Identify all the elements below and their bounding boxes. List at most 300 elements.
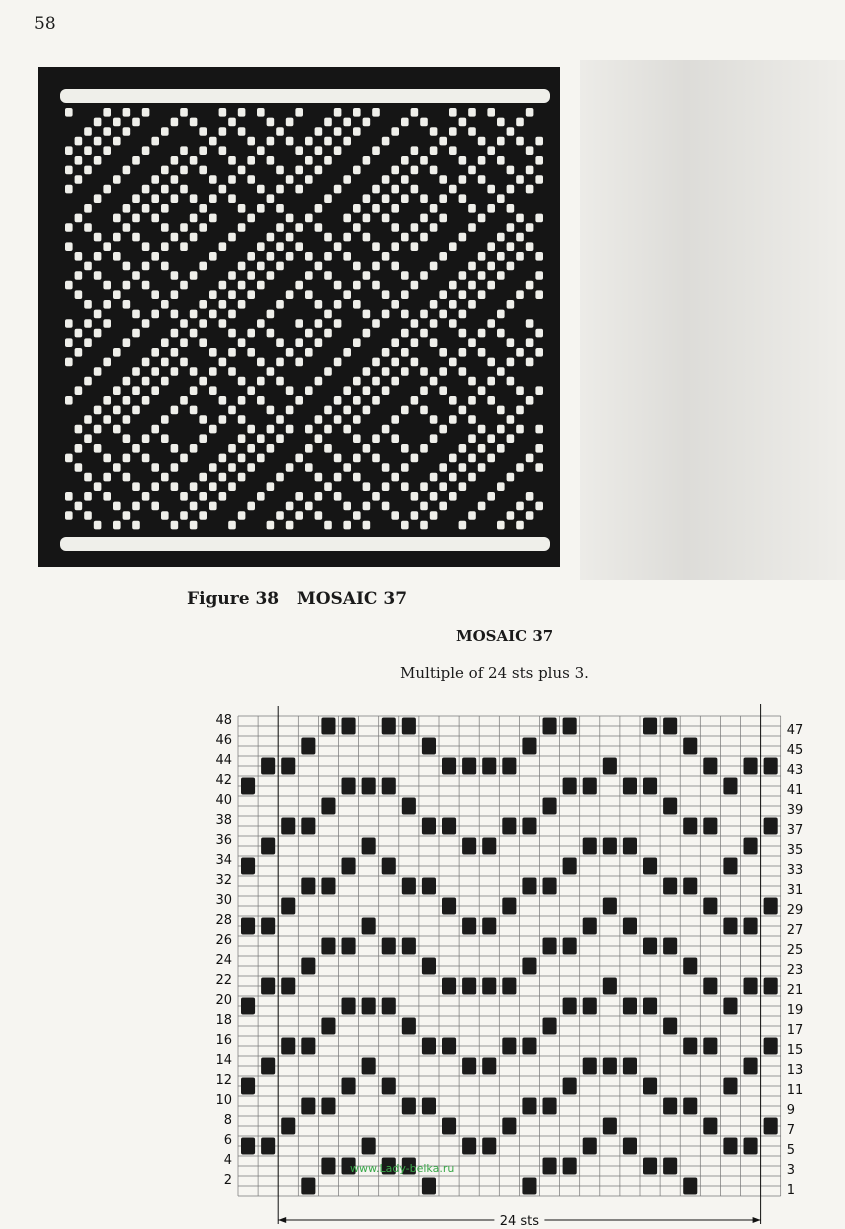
yarn-stitch — [391, 223, 399, 232]
yarn-stitch — [276, 377, 284, 386]
yarn-stitch — [142, 281, 150, 290]
yarn-stitch — [343, 118, 351, 127]
yarn-stitch — [353, 415, 361, 424]
yarn-stitch — [459, 482, 467, 491]
yarn-stitch — [75, 386, 83, 395]
yarn-stitch — [420, 482, 428, 491]
yarn-stitch — [257, 492, 265, 501]
yarn-stitch — [401, 329, 409, 338]
chart-cell — [241, 858, 255, 875]
yarn-stitch — [516, 502, 524, 511]
yarn-stitch — [401, 175, 409, 184]
yarn-stitch — [516, 118, 524, 127]
yarn-stitch — [276, 511, 284, 520]
yarn-stitch — [219, 473, 227, 482]
yarn-stitch — [401, 463, 409, 472]
yarn-stitch — [65, 396, 73, 405]
yarn-stitch — [228, 290, 236, 299]
chart-cell — [522, 958, 536, 975]
yarn-stitch — [276, 473, 284, 482]
yarn-stitch — [132, 329, 140, 338]
yarn-stitch — [343, 252, 351, 261]
yarn-stitch — [238, 223, 246, 232]
chart-cell — [623, 1138, 637, 1155]
row-label-right: 17 — [786, 1023, 804, 1038]
yarn-stitch — [526, 146, 534, 155]
row-label-right: 43 — [786, 763, 804, 778]
yarn-stitch — [75, 175, 83, 184]
yarn-stitch — [516, 175, 524, 184]
yarn-stitch — [459, 348, 467, 357]
row-label-left: 32 — [215, 873, 232, 888]
yarn-stitch — [315, 473, 323, 482]
yarn-stitch — [199, 338, 207, 347]
yarn-stitch — [507, 338, 515, 347]
yarn-stitch — [535, 386, 543, 395]
yarn-stitch — [94, 118, 102, 127]
yarn-stitch — [507, 223, 515, 232]
yarn-stitch — [305, 290, 313, 299]
yarn-stitch — [180, 492, 188, 501]
chart-cell — [764, 818, 778, 835]
yarn-stitch — [123, 338, 131, 347]
yarn-stitch — [401, 118, 409, 127]
yarn-stitch — [526, 281, 534, 290]
chart-cell — [643, 1078, 657, 1095]
chart-cell — [301, 1038, 315, 1055]
yarn-stitch — [228, 175, 236, 184]
yarn-stitch — [180, 319, 188, 328]
yarn-stitch — [468, 204, 476, 213]
yarn-stitch — [219, 396, 227, 405]
yarn-stitch — [353, 338, 361, 347]
yarn-stitch — [535, 290, 543, 299]
yarn-stitch — [103, 281, 111, 290]
yarn-stitch — [142, 262, 150, 271]
yarn-stitch — [228, 233, 236, 242]
yarn-stitch — [401, 156, 409, 165]
yarn-stitch — [411, 358, 419, 367]
yarn-stitch — [65, 185, 73, 194]
yarn-stitch — [439, 463, 447, 472]
yarn-stitch — [238, 454, 246, 463]
yarn-stitch — [190, 502, 198, 511]
yarn-stitch — [180, 396, 188, 405]
chart-cell — [321, 938, 335, 955]
yarn-stitch — [401, 310, 409, 319]
yarn-stitch — [372, 377, 380, 386]
yarn-stitch — [219, 415, 227, 424]
yarn-stitch — [113, 214, 121, 223]
yarn-stitch — [324, 156, 332, 165]
chart-cell — [683, 738, 697, 755]
yarn-stitch — [199, 415, 207, 424]
yarn-stitch — [468, 454, 476, 463]
yarn-stitch — [478, 348, 486, 357]
yarn-stitch — [372, 454, 380, 463]
chart-cell — [643, 1158, 657, 1175]
yarn-stitch — [161, 511, 169, 520]
yarn-stitch — [343, 406, 351, 415]
row-label-left: 20 — [215, 993, 232, 1008]
chart-cell — [543, 718, 557, 735]
yarn-stitch — [324, 118, 332, 127]
yarn-stitch — [343, 386, 351, 395]
yarn-stitch — [228, 310, 236, 319]
yarn-stitch — [103, 473, 111, 482]
chart-cell — [543, 1098, 557, 1115]
row-label-right: 9 — [786, 1103, 795, 1118]
yarn-stitch — [267, 310, 275, 319]
yarn-stitch — [286, 137, 294, 146]
yarn-stitch — [439, 348, 447, 357]
chart-cell — [663, 1018, 677, 1035]
yarn-stitch — [449, 492, 457, 501]
yarn-stitch — [343, 233, 351, 242]
yarn-stitch — [324, 137, 332, 146]
yarn-stitch — [439, 214, 447, 223]
yarn-stitch — [103, 358, 111, 367]
yarn-stitch — [478, 329, 486, 338]
yarn-stitch — [103, 396, 111, 405]
yarn-stitch — [65, 108, 73, 117]
figure-title: MOSAIC 37 — [296, 589, 408, 609]
yarn-stitch — [65, 166, 73, 175]
yarn-stitch — [286, 348, 294, 357]
yarn-stitch — [75, 444, 83, 453]
yarn-stitch — [103, 185, 111, 194]
yarn-stitch — [228, 367, 236, 376]
chart-cell — [301, 738, 315, 755]
yarn-stitch — [180, 166, 188, 175]
yarn-stitch — [267, 367, 275, 376]
yarn-stitch — [487, 242, 495, 251]
row-label-right: 1 — [786, 1183, 795, 1198]
yarn-stitch — [84, 146, 92, 155]
row-label-right: 31 — [786, 883, 804, 898]
yarn-stitch — [171, 118, 179, 127]
yarn-stitch — [276, 358, 284, 367]
yarn-stitch — [478, 463, 486, 472]
chart-cell — [402, 878, 416, 895]
yarn-stitch — [449, 146, 457, 155]
yarn-stitch — [238, 127, 246, 136]
yarn-stitch — [142, 108, 150, 117]
yarn-stitch — [305, 271, 313, 280]
yarn-stitch — [430, 204, 438, 213]
yarn-stitch — [276, 204, 284, 213]
chart-cell — [603, 898, 617, 915]
yarn-stitch — [84, 127, 92, 136]
yarn-stitch — [257, 204, 265, 213]
chart-cell — [663, 798, 677, 815]
chart-cell — [583, 1138, 597, 1155]
yarn-stitch — [247, 444, 255, 453]
row-label-right: 5 — [786, 1143, 795, 1158]
yarn-stitch — [190, 214, 198, 223]
yarn-stitch — [439, 425, 447, 434]
chart-cell — [402, 798, 416, 815]
yarn-stitch — [267, 329, 275, 338]
yarn-stitch — [219, 281, 227, 290]
yarn-stitch — [132, 444, 140, 453]
row-label-right: 13 — [786, 1063, 804, 1078]
yarn-stitch — [516, 463, 524, 472]
yarn-stitch — [324, 482, 332, 491]
chart-cell — [502, 758, 516, 775]
yarn-stitch — [334, 358, 342, 367]
yarn-stitch — [478, 386, 486, 395]
yarn-stitch — [228, 348, 236, 357]
row-label-right: 45 — [786, 743, 804, 758]
yarn-stitch — [84, 319, 92, 328]
yarn-stitch — [94, 482, 102, 491]
chart-cell — [261, 838, 275, 855]
yarn-stitch — [391, 204, 399, 213]
yarn-stitch — [305, 214, 313, 223]
yarn-stitch — [276, 338, 284, 347]
chart-cell — [301, 958, 315, 975]
yarn-stitch — [65, 454, 73, 463]
chart-cell — [522, 1098, 536, 1115]
yarn-stitch — [478, 444, 486, 453]
yarn-stitch — [199, 434, 207, 443]
yarn-stitch — [535, 348, 543, 357]
yarn-stitch — [247, 386, 255, 395]
repeat-label: 24 sts — [499, 1214, 540, 1229]
yarn-stitch — [190, 444, 198, 453]
yarn-stitch — [430, 262, 438, 271]
yarn-stitch — [411, 146, 419, 155]
chart-cell — [462, 758, 476, 775]
yarn-stitch — [132, 118, 140, 127]
chart-cell — [402, 1018, 416, 1035]
chart-cell — [301, 1178, 315, 1195]
yarn-stitch — [459, 329, 467, 338]
yarn-stitch — [420, 271, 428, 280]
yarn-stitch — [161, 358, 169, 367]
yarn-stitch — [535, 463, 543, 472]
yarn-stitch — [478, 137, 486, 146]
yarn-stitch — [267, 271, 275, 280]
yarn-stitch — [238, 166, 246, 175]
yarn-stitch — [199, 377, 207, 386]
yarn-stitch — [507, 300, 515, 309]
yarn-stitch — [257, 262, 265, 271]
yarn-stitch — [190, 233, 198, 242]
yarn-stitch — [103, 319, 111, 328]
yarn-stitch — [487, 281, 495, 290]
yarn-stitch — [65, 338, 73, 347]
yarn-stitch — [430, 434, 438, 443]
watermark: www.Lady-belka.ru — [350, 1162, 455, 1175]
yarn-stitch — [353, 166, 361, 175]
yarn-stitch — [228, 463, 236, 472]
yarn-stitch — [516, 386, 524, 395]
yarn-stitch — [315, 434, 323, 443]
yarn-stitch — [84, 204, 92, 213]
chart-cell — [683, 958, 697, 975]
yarn-stitch — [420, 502, 428, 511]
yarn-stitch — [84, 262, 92, 271]
yarn-stitch — [391, 415, 399, 424]
chart-cell — [462, 1138, 476, 1155]
yarn-stitch — [459, 463, 467, 472]
yarn-stitch — [420, 367, 428, 376]
yarn-stitch — [103, 146, 111, 155]
yarn-stitch — [391, 185, 399, 194]
chart-cell — [422, 878, 436, 895]
yarn-stitch — [449, 396, 457, 405]
chart-cell — [321, 878, 335, 895]
yarn-stitch — [295, 338, 303, 347]
row-label-left: 14 — [215, 1053, 232, 1068]
yarn-stitch — [478, 252, 486, 261]
row-label-left: 48 — [215, 713, 232, 728]
yarn-stitch — [238, 377, 246, 386]
yarn-stitch — [180, 185, 188, 194]
yarn-stitch — [353, 262, 361, 271]
chart-cell — [482, 918, 496, 935]
yarn-stitch — [526, 319, 534, 328]
chart-cell — [502, 1038, 516, 1055]
yarn-stitch — [190, 386, 198, 395]
figure-label: Figure 38 — [187, 589, 280, 609]
yarn-stitch — [487, 377, 495, 386]
yarn-stitch — [478, 425, 486, 434]
yarn-stitch — [516, 425, 524, 434]
yarn-stitch — [363, 214, 371, 223]
chart-cell — [723, 1138, 737, 1155]
yarn-stitch — [142, 358, 150, 367]
yarn-stitch — [439, 367, 447, 376]
yarn-stitch — [190, 118, 198, 127]
yarn-stitch — [84, 166, 92, 175]
yarn-stitch — [363, 502, 371, 511]
yarn-stitch — [219, 492, 227, 501]
yarn-stitch — [372, 262, 380, 271]
chart-cell — [281, 1038, 295, 1055]
yarn-stitch — [315, 223, 323, 232]
yarn-stitch — [94, 233, 102, 242]
yarn-stitch — [420, 444, 428, 453]
yarn-stitch — [459, 118, 467, 127]
chart-cell — [703, 898, 717, 915]
chart-cell — [583, 1058, 597, 1075]
swatch-top-edge — [60, 89, 550, 103]
chart-cell — [422, 1038, 436, 1055]
yarn-stitch — [420, 214, 428, 223]
yarn-stitch — [238, 511, 246, 520]
yarn-stitch — [151, 175, 159, 184]
yarn-stitch — [459, 521, 467, 530]
yarn-stitch — [334, 319, 342, 328]
yarn-stitch — [516, 348, 524, 357]
yarn-stitch — [94, 367, 102, 376]
yarn-stitch — [468, 473, 476, 482]
yarn-stitch — [382, 502, 390, 511]
yarn-stitch — [295, 396, 303, 405]
yarn-stitch — [75, 329, 83, 338]
chart-cell — [402, 718, 416, 735]
yarn-stitch — [478, 214, 486, 223]
yarn-stitch — [497, 521, 505, 530]
yarn-stitch — [430, 166, 438, 175]
yarn-stitch — [401, 290, 409, 299]
yarn-stitch — [276, 166, 284, 175]
yarn-stitch — [363, 194, 371, 203]
yarn-stitch — [171, 156, 179, 165]
chart-cell — [462, 978, 476, 995]
yarn-stitch — [75, 502, 83, 511]
yarn-stitch — [171, 233, 179, 242]
yarn-stitch — [94, 329, 102, 338]
chart-cell — [764, 1038, 778, 1055]
yarn-stitch — [276, 223, 284, 232]
yarn-stitch — [459, 271, 467, 280]
chart-cell — [522, 1038, 536, 1055]
yarn-stitch — [219, 300, 227, 309]
yarn-stitch — [468, 396, 476, 405]
yarn-stitch — [449, 185, 457, 194]
yarn-stitch — [353, 281, 361, 290]
chart-cell — [643, 858, 657, 875]
chart-cell — [442, 1038, 456, 1055]
yarn-stitch — [526, 454, 534, 463]
yarn-stitch — [459, 367, 467, 376]
yarn-stitch — [219, 454, 227, 463]
yarn-stitch — [363, 118, 371, 127]
yarn-stitch — [113, 137, 121, 146]
yarn-stitch — [123, 473, 131, 482]
chart-cell — [442, 1118, 456, 1135]
yarn-stitch — [324, 444, 332, 453]
yarn-stitch — [363, 406, 371, 415]
yarn-stitch — [247, 252, 255, 261]
yarn-stitch — [305, 502, 313, 511]
yarn-stitch — [459, 156, 467, 165]
yarn-stitch — [219, 146, 227, 155]
chart-cell — [342, 778, 356, 795]
yarn-stitch — [353, 434, 361, 443]
chart-cell — [342, 1078, 356, 1095]
yarn-stitch — [353, 127, 361, 136]
yarn-stitch — [123, 454, 131, 463]
row-label-right: 47 — [786, 723, 804, 738]
yarn-stitch — [449, 281, 457, 290]
yarn-stitch — [142, 454, 150, 463]
yarn-stitch — [401, 367, 409, 376]
yarn-stitch — [468, 281, 476, 290]
chart-cell — [663, 1098, 677, 1115]
chart-cell — [281, 898, 295, 915]
row-label-right: 23 — [786, 963, 804, 978]
yarn-stitch — [334, 108, 342, 117]
yarn-stitch — [238, 396, 246, 405]
yarn-stitch — [420, 156, 428, 165]
yarn-stitch — [209, 252, 217, 261]
yarn-stitch — [353, 454, 361, 463]
yarn-stitch — [324, 252, 332, 261]
yarn-stitch — [468, 434, 476, 443]
yarn-stitch — [142, 319, 150, 328]
yarn-stitch — [65, 223, 73, 232]
yarn-stitch — [295, 511, 303, 520]
yarn-stitch — [199, 223, 207, 232]
chart-cell — [482, 978, 496, 995]
yarn-stitch — [219, 319, 227, 328]
chart-cell — [683, 1098, 697, 1115]
